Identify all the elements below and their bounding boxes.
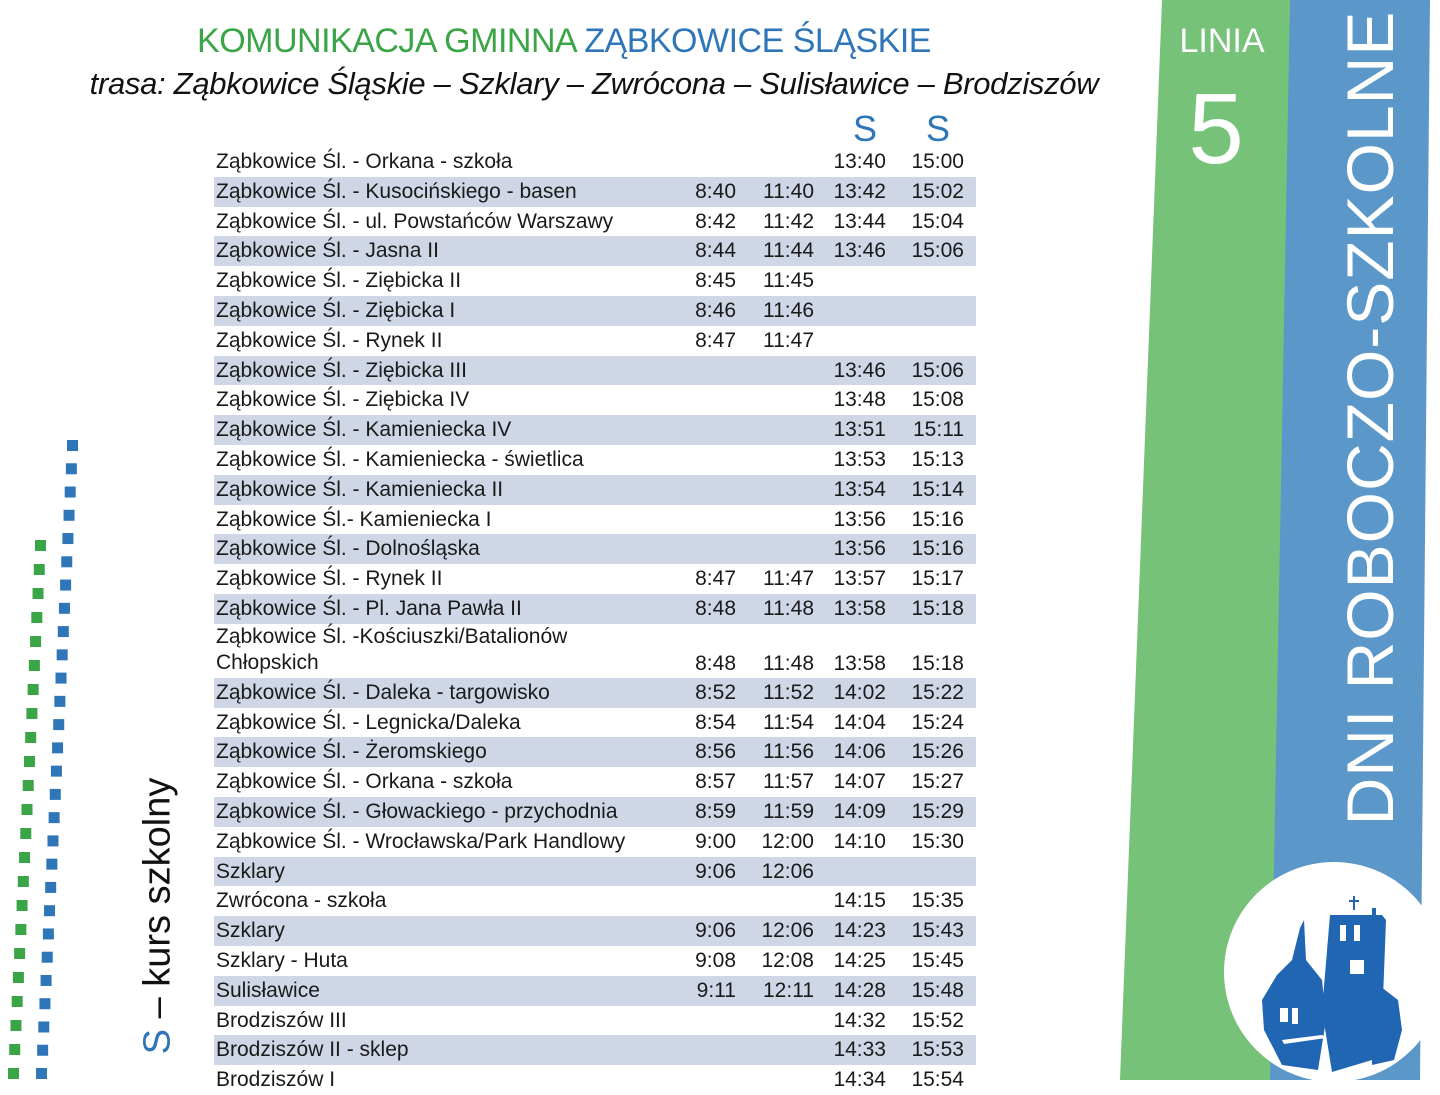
departure-time: 8:46 [695, 298, 736, 322]
departure-time: 14:32 [833, 1008, 886, 1032]
departure-time: 13:57 [833, 567, 886, 591]
timetable-row [214, 624, 976, 678]
stop-name: Brodziszów III [216, 1008, 347, 1032]
departure-time: 14:10 [833, 829, 886, 853]
title-blue: ZĄBKOWICE ŚLĄSKIE [584, 22, 931, 60]
departure-time: 15:27 [911, 770, 964, 794]
green-dot [14, 948, 25, 959]
departure-time: 12:06 [761, 859, 814, 883]
green-dot [8, 1068, 19, 1079]
course-mark-s-2: S [926, 108, 951, 149]
departure-time: 13:56 [833, 537, 886, 561]
timetable-row [214, 767, 976, 797]
departure-time: 15:17 [911, 567, 964, 591]
green-dot [18, 876, 29, 887]
timetable-row [214, 415, 976, 445]
timetable-row [214, 1065, 976, 1095]
departure-time: 8:54 [695, 710, 736, 734]
timetable-row [214, 797, 976, 827]
departure-time: 8:52 [695, 680, 736, 704]
timetable-row [214, 385, 976, 415]
departure-time: 14:25 [833, 948, 886, 972]
days-label: DNI ROBOCZO-SZKOLNE [1333, 10, 1407, 826]
blue-dot [41, 975, 52, 986]
departure-time: 11:57 [763, 770, 814, 794]
departure-time: 9:00 [695, 829, 736, 853]
timetable-row [214, 356, 976, 386]
timetable-row [214, 1006, 976, 1036]
departure-time: 11:45 [763, 269, 814, 293]
departure-time: 11:48 [763, 651, 814, 675]
timetable-row [214, 857, 976, 887]
line-number: 5 [1188, 73, 1244, 185]
green-dot [35, 540, 46, 551]
blue-dot [46, 859, 57, 870]
departure-time: 9:08 [695, 948, 736, 972]
legend-text: – kurs szkolny [136, 777, 179, 1029]
stop-name: Ząbkowice Śl. - Pl. Jana Pawła II [216, 596, 522, 620]
departure-time: 15:29 [911, 799, 964, 823]
green-dot [25, 732, 36, 743]
stop-name: Ząbkowice Śl. - Jasna II [216, 239, 439, 263]
departure-time: 12:11 [763, 978, 814, 1002]
departure-time: 15:06 [911, 239, 964, 263]
green-dot [28, 684, 39, 695]
departure-time: 8:44 [695, 239, 736, 263]
departure-time: 8:47 [695, 567, 736, 591]
departure-time: 9:06 [695, 919, 736, 943]
blue-dot [36, 1068, 47, 1079]
timetable-row [214, 594, 976, 624]
departure-time: 15:11 [913, 418, 964, 442]
decorative-dotted-lines [0, 0, 100, 1080]
departure-time: 14:07 [833, 770, 886, 794]
timetable-row [214, 326, 976, 356]
timetable-row [214, 976, 976, 1006]
blue-dot [66, 463, 77, 474]
departure-time: 8:59 [695, 799, 736, 823]
blue-dot [52, 742, 63, 753]
departure-time: 11:54 [763, 710, 814, 734]
departure-time: 14:06 [833, 740, 886, 764]
title-green: KOMUNIKACJA GMINNA [197, 22, 576, 60]
departure-time: 13:54 [833, 477, 886, 501]
departure-time: 14:09 [833, 799, 886, 823]
stop-name: Szklary [216, 919, 285, 943]
stop-name: Ząbkowice Śl. - Kusocińskiego - basen [216, 179, 577, 203]
timetable-row [214, 564, 976, 594]
stop-name: Ząbkowice Śl. - Rynek II [216, 328, 443, 352]
departure-time: 15:26 [911, 740, 964, 764]
departure-time: 15:43 [911, 919, 964, 943]
green-dot [10, 1020, 21, 1031]
stop-name: Brodziszów II - sklep [216, 1038, 409, 1062]
green-dot [13, 972, 24, 983]
stop-name: Szklary [216, 859, 285, 883]
departure-time: 8:48 [695, 596, 736, 620]
timetable-row [214, 534, 976, 564]
green-dot [23, 780, 34, 791]
green-dot [9, 1044, 20, 1055]
departure-time: 11:48 [763, 596, 814, 620]
blue-dot [39, 998, 50, 1009]
timetable-row [214, 827, 976, 857]
departure-time: 15:00 [911, 150, 964, 173]
stop-name: Ząbkowice Śl. - Ziębicka IV [216, 388, 470, 412]
departure-time: 15:18 [911, 651, 964, 675]
departure-time: 11:46 [763, 298, 814, 322]
departure-time: 14:33 [833, 1038, 886, 1062]
blue-dot [49, 812, 60, 823]
blue-dot [57, 649, 68, 660]
blue-dot [62, 533, 73, 544]
departure-time: 8:42 [695, 209, 736, 233]
green-dot [12, 996, 23, 1007]
departure-time: 8:45 [695, 269, 736, 293]
green-dot [15, 924, 26, 935]
departure-time: 13:44 [833, 209, 886, 233]
timetable-row [214, 296, 976, 326]
stop-name: Ząbkowice Śl.- Kamieniecka I [216, 507, 492, 531]
stop-name: Ząbkowice Śl. - Daleka - targowisko [216, 680, 550, 704]
stop-name: Ząbkowice Śl. - Żeromskiego [216, 740, 487, 764]
timetable-row [214, 1035, 976, 1065]
departure-time: 11:52 [763, 680, 814, 704]
departure-time: 15:18 [911, 596, 964, 620]
stop-name: Ząbkowice Śl. - Legnicka/Daleka [216, 710, 521, 734]
stop-name: Szklary - Huta [216, 948, 348, 972]
departure-time: 8:56 [695, 740, 736, 764]
timetable-row [214, 678, 976, 708]
stop-name: Ząbkowice Śl. - Rynek II [216, 567, 443, 591]
departure-time: 13:46 [833, 239, 886, 263]
departure-time: 13:51 [833, 418, 886, 442]
stop-name: Ząbkowice Śl. - Kamieniecka II [216, 477, 504, 501]
departure-time: 14:04 [833, 710, 886, 734]
departure-time: 14:02 [833, 680, 886, 704]
departure-time: 12:00 [761, 829, 814, 853]
departure-time: 15:02 [911, 179, 964, 203]
stop-name: Ząbkowice Śl. - Ziębicka II [216, 269, 462, 293]
timetable-row [214, 147, 976, 177]
legend-symbol: S [136, 1028, 179, 1055]
departure-time: 15:16 [911, 507, 964, 531]
departure-time: 15:22 [911, 680, 964, 704]
town-logo-icon [1222, 860, 1440, 1084]
timetable-row [214, 916, 976, 946]
stop-name: Ząbkowice Śl. - Głowackiego - przychodnia [216, 799, 618, 823]
stop-name: Ząbkowice Śl. - Kamieniecka - świetlica [216, 447, 584, 471]
line-label: LINIA [1179, 22, 1265, 60]
green-dot [29, 660, 40, 671]
departure-time: 13:46 [833, 358, 886, 382]
timetable-row [214, 475, 976, 505]
stop-name: Ząbkowice Śl. - Orkana - szkoła [216, 770, 513, 794]
departure-time: 15:08 [911, 388, 964, 412]
departure-time: 15:52 [911, 1008, 964, 1032]
stop-name: Ząbkowice Śl. - Ziębicka III [216, 358, 467, 382]
departure-time: 11:47 [763, 328, 814, 352]
departure-time: 15:30 [911, 829, 964, 853]
timetable [214, 147, 976, 1095]
departure-time: 8:48 [695, 651, 736, 675]
stop-name: Sulisławice [216, 978, 320, 1002]
blue-dot [42, 952, 53, 963]
departure-time: 14:23 [833, 919, 886, 943]
departure-time: 14:28 [833, 978, 886, 1002]
departure-time: 9:11 [696, 978, 736, 1002]
stop-name: Ząbkowice Śl. - Kamieniecka IV [216, 418, 512, 442]
blue-dot [60, 580, 71, 591]
blue-dot [53, 719, 64, 730]
timetable-row [214, 266, 976, 296]
departure-time: 15:48 [911, 978, 964, 1002]
departure-time: 15:04 [911, 209, 964, 233]
departure-time: 15:13 [911, 447, 964, 471]
stop-name: Zwrócona - szkoła [216, 889, 387, 913]
departure-time: 11:42 [763, 209, 814, 233]
blue-dot [37, 1045, 48, 1056]
green-dot [17, 900, 28, 911]
departure-time: 15:35 [911, 889, 964, 913]
departure-time: 15:14 [911, 477, 964, 501]
departure-time: 8:47 [695, 328, 736, 352]
departure-time: 13:48 [833, 388, 886, 412]
departure-time: 8:40 [695, 179, 736, 203]
departure-time: 12:06 [761, 919, 814, 943]
departure-time: 13:58 [833, 596, 886, 620]
departure-time: 13:42 [833, 179, 886, 203]
departure-time: 11:44 [763, 239, 814, 263]
blue-dot [47, 835, 58, 846]
blue-dot [45, 882, 56, 893]
blue-dot [43, 928, 54, 939]
departure-time: 9:06 [695, 859, 736, 883]
timetable-row [214, 177, 976, 207]
course-mark-s-1: S [853, 108, 878, 149]
departure-time: 15:16 [911, 537, 964, 561]
route-description: trasa: Ząbkowice Śląskie – Szklary – Zwrócona – Sulisławice – Brodziszów [89, 66, 1099, 101]
stop-name: Ząbkowice Śl. - Wrocławska/Park Handlowy [216, 829, 626, 853]
departure-time: 14:34 [833, 1068, 886, 1092]
timetable-row [214, 946, 976, 976]
departure-time: 11:40 [763, 179, 814, 203]
blue-dot [64, 510, 75, 521]
timetable-row [214, 708, 976, 738]
departure-time: 12:08 [761, 948, 814, 972]
blue-dot [51, 766, 62, 777]
departure-time: 13:58 [833, 651, 886, 675]
blue-dot [65, 487, 76, 498]
blue-dot [56, 673, 67, 684]
departure-time: 15:24 [911, 710, 964, 734]
green-dot [26, 708, 37, 719]
blue-dot [38, 1021, 49, 1032]
green-dot [20, 828, 31, 839]
blue-dot [61, 556, 72, 567]
green-dot [34, 564, 45, 575]
blue-dot [58, 626, 69, 637]
legend [137, 778, 180, 1055]
timetable-row [214, 445, 976, 475]
departure-time: 13:53 [833, 447, 886, 471]
blue-dot [50, 789, 61, 800]
departure-time: 13:56 [833, 507, 886, 531]
departure-time: 15:54 [911, 1068, 964, 1092]
departure-time: 13:40 [833, 150, 886, 173]
departure-time: 15:06 [911, 358, 964, 382]
departure-time: 11:59 [763, 799, 814, 823]
departure-time: 14:15 [833, 889, 886, 913]
departure-time: 15:53 [911, 1038, 964, 1062]
stop-name: Ząbkowice Śl. - Orkana - szkoła [216, 150, 513, 173]
timetable-row [214, 207, 976, 237]
green-dot [33, 588, 44, 599]
green-dot [19, 852, 30, 863]
timetable-row [214, 505, 976, 535]
blue-dot [54, 696, 65, 707]
stop-name: Ząbkowice Śl. - ul. Powstańców Warszawy [216, 209, 614, 233]
stop-name: Ząbkowice Śl. - Ziębicka I [216, 298, 456, 322]
stop-name: Ząbkowice Śl. - Dolnośląska [216, 537, 480, 561]
departure-time: 15:45 [911, 948, 964, 972]
departure-time: 11:56 [763, 740, 814, 764]
green-dot [31, 612, 42, 623]
departure-time: 11:47 [763, 567, 814, 591]
timetable-row [214, 236, 976, 266]
stop-name: Brodziszów I [216, 1068, 336, 1092]
green-dot [22, 804, 33, 815]
blue-dot [67, 440, 78, 451]
green-dot [24, 756, 35, 767]
departure-time: 8:57 [695, 770, 736, 794]
blue-dot [44, 905, 55, 916]
timetable-row [214, 737, 976, 767]
timetable-row [214, 886, 976, 916]
green-dot [30, 636, 41, 647]
page-title [0, 22, 1128, 61]
blue-dot [59, 603, 70, 614]
stop-name: Ząbkowice Śl. -Kościuszki/Batalionów Chłopskich [216, 624, 568, 674]
